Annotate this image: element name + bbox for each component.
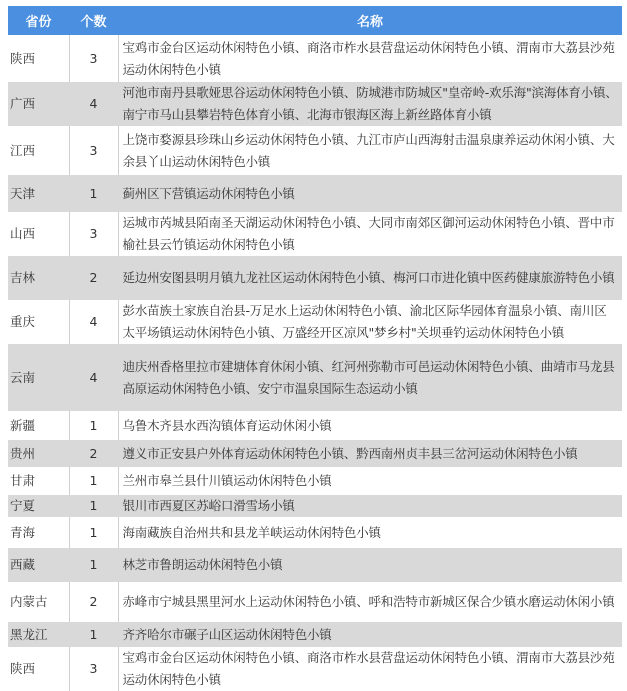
- name-cell: 河池市南丹县歌娅思谷运动休闲特色小镇、防城港市防城区"皇帝岭-欢乐海"滨海体育小镇、南宁市马山县攀岩特色体育小镇、北海市银海区海上新丝路体育小镇: [118, 82, 622, 126]
- count-cell: 4: [69, 344, 118, 411]
- province-cell: 新疆: [8, 411, 69, 440]
- province-cell: 青海: [8, 517, 69, 548]
- province-cell: 吉林: [8, 256, 69, 300]
- name-cell: 彭水苗族土家族自治县-万足水上运动休闲特色小镇、渝北区际华园体育温泉小镇、南川区太平场镇运动休闲特色小镇、万盛经开区凉风"梦乡村"关坝垂钓运动休闲特色小镇: [118, 300, 622, 344]
- header-name: 名称: [118, 6, 622, 35]
- province-cell: 宁夏: [8, 495, 69, 517]
- name-cell: 海南藏族自治州共和县龙羊峡运动休闲特色小镇: [118, 517, 622, 548]
- count-cell: 3: [69, 647, 118, 691]
- table-body: [8, 35, 622, 691]
- province-cell: 江西: [8, 126, 69, 175]
- table-row: [8, 622, 622, 647]
- name-cell: 齐齐哈尔市碾子山区运动休闲特色小镇: [118, 622, 622, 647]
- count-cell: 3: [69, 212, 118, 256]
- table-row: [8, 411, 622, 440]
- name-cell: 蓟州区下营镇运动休闲特色小镇: [118, 175, 622, 212]
- sports-towns-table: [8, 6, 622, 691]
- count-cell: 1: [69, 411, 118, 440]
- table-row: [8, 82, 622, 126]
- table-row: [8, 300, 622, 344]
- table-row: [8, 35, 622, 82]
- count-cell: 1: [69, 548, 118, 582]
- count-cell: 2: [69, 440, 118, 467]
- province-cell: 甘肃: [8, 467, 69, 495]
- name-cell: 赤峰市宁城县黑里河水上运动休闲特色小镇、呼和浩特市新城区保合少镇水磨运动休闲小镇: [118, 582, 622, 622]
- name-cell: 遵义市正安县户外体育运动休闲特色小镇、黔西南州贞丰县三岔河运动休闲特色小镇: [118, 440, 622, 467]
- table-row: [8, 517, 622, 548]
- header-count: 个数: [69, 6, 118, 35]
- table-header-row: [8, 6, 622, 35]
- count-cell: 3: [69, 35, 118, 82]
- count-cell: 1: [69, 517, 118, 548]
- province-cell: 西藏: [8, 548, 69, 582]
- count-cell: 4: [69, 82, 118, 126]
- province-cell: 陕西: [8, 647, 69, 691]
- name-cell: 上饶市婺源县珍珠山乡运动休闲特色小镇、九江市庐山西海射击温泉康养运动休闲小镇、大余县丫山运动休闲特色小镇: [118, 126, 622, 175]
- name-cell: 运城市芮城县陌南圣天湖运动休闲特色小镇、大同市南郊区御河运动休闲特色小镇、晋中市榆社县云竹镇运动休闲特色小镇: [118, 212, 622, 256]
- table-row: [8, 440, 622, 467]
- table-row: [8, 582, 622, 622]
- count-cell: 2: [69, 582, 118, 622]
- count-cell: 3: [69, 126, 118, 175]
- name-cell: 林芝市鲁朗运动休闲特色小镇: [118, 548, 622, 582]
- count-cell: 4: [69, 300, 118, 344]
- name-cell: 银川市西夏区苏峪口滑雪场小镇: [118, 495, 622, 517]
- province-cell: 重庆: [8, 300, 69, 344]
- table-row: [8, 256, 622, 300]
- table-row: [8, 495, 622, 517]
- province-cell: 陕西: [8, 35, 69, 82]
- name-cell: 乌鲁木齐县水西沟镇体育运动休闲小镇: [118, 411, 622, 440]
- count-cell: 1: [69, 467, 118, 495]
- count-cell: 1: [69, 175, 118, 212]
- name-cell: 宝鸡市金台区运动休闲特色小镇、商洛市柞水县营盘运动休闲特色小镇、渭南市大荔县沙苑运动休闲特色小镇: [118, 35, 622, 82]
- table-row: [8, 467, 622, 495]
- table-row: [8, 175, 622, 212]
- name-cell: 宝鸡市金台区运动休闲特色小镇、商洛市柞水县营盘运动休闲特色小镇、渭南市大荔县沙苑运动休闲特色小镇: [118, 647, 622, 691]
- province-cell: 贵州: [8, 440, 69, 467]
- name-cell: 迪庆州香格里拉市建塘体育休闲小镇、红河州弥勒市可邑运动休闲特色小镇、曲靖市马龙县高原运动休闲特色小镇、安宁市温泉国际生态运动小镇: [118, 344, 622, 411]
- count-cell: 2: [69, 256, 118, 300]
- province-cell: 黑龙江: [8, 622, 69, 647]
- header-province: 省份: [8, 6, 69, 35]
- province-cell: 云南: [8, 344, 69, 411]
- province-cell: 天津: [8, 175, 69, 212]
- count-cell: 1: [69, 622, 118, 647]
- table-row: [8, 126, 622, 175]
- province-cell: 广西: [8, 82, 69, 126]
- table-row: [8, 647, 622, 691]
- table-row: [8, 344, 622, 411]
- count-cell: 1: [69, 495, 118, 517]
- name-cell: 延边州安图县明月镇九龙社区运动休闲特色小镇、梅河口市进化镇中医药健康旅游特色小镇: [118, 256, 622, 300]
- province-cell: 内蒙古: [8, 582, 69, 622]
- name-cell: 兰州市皋兰县什川镇运动休闲特色小镇: [118, 467, 622, 495]
- table-row: [8, 212, 622, 256]
- table-row: [8, 548, 622, 582]
- province-cell: 山西: [8, 212, 69, 256]
